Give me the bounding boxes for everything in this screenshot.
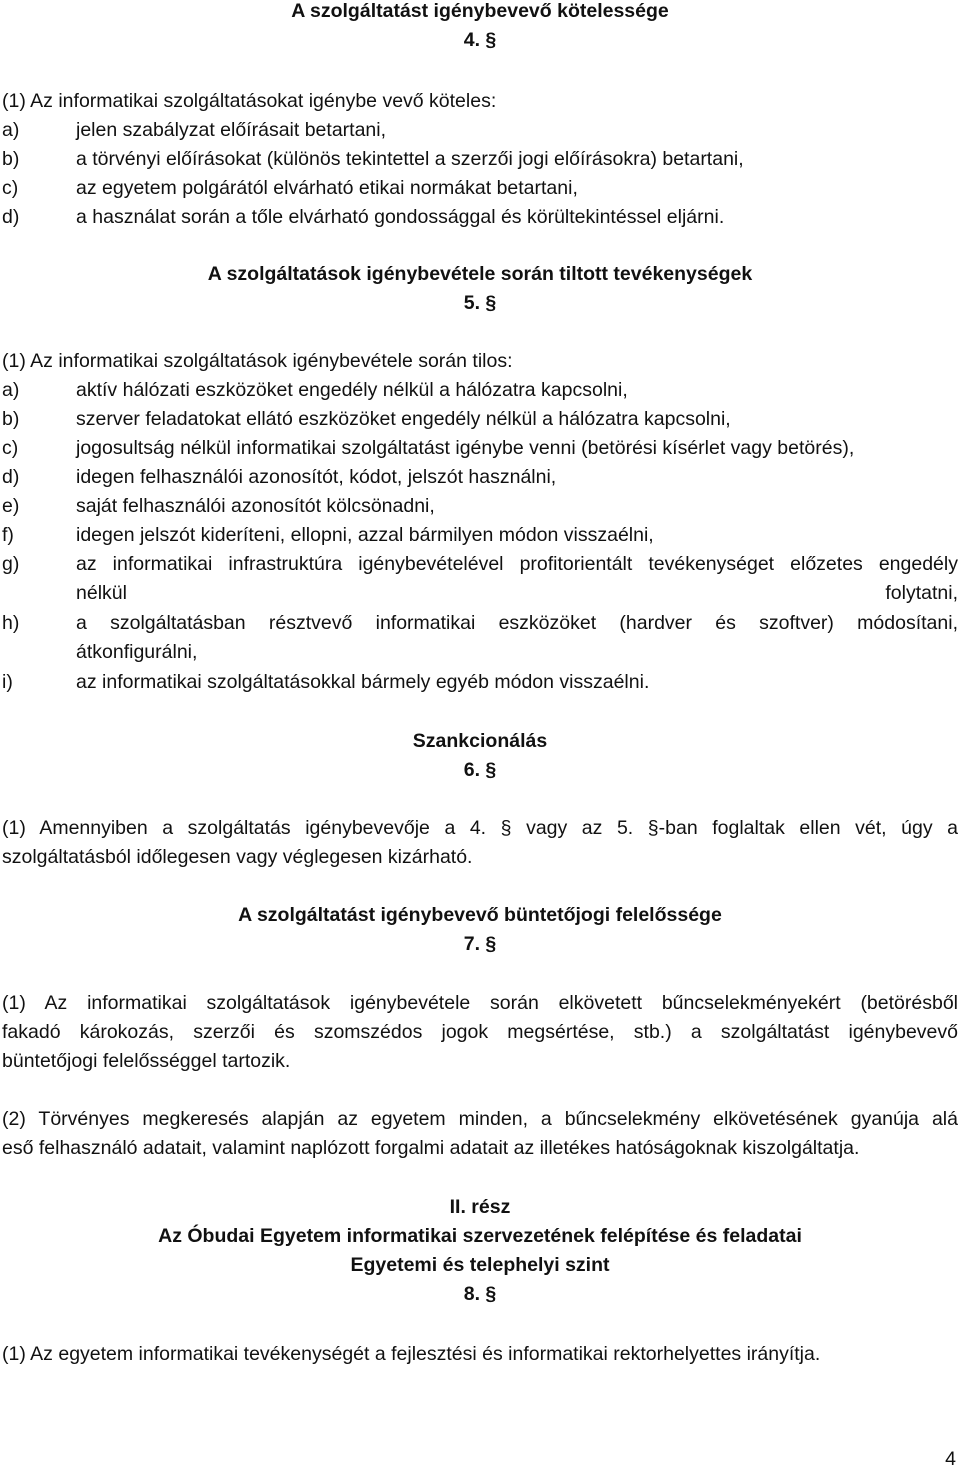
section-6-number: 6. § [463,759,497,781]
list-marker: c) [2,437,19,459]
list-marker: a) [2,379,20,401]
list-text-continuation: átkonfigurálni, [76,641,198,663]
section-4-intro: (1) Az informatikai szolgáltatásokat igénybe vevő köteles: [2,90,497,112]
list-text: az informatikai szolgáltatásokkal bármely egyéb módon visszaélni. [76,671,650,693]
list-item [2,376,958,405]
list-text: szerver feladatokat ellátó eszközöket engedély nélkül a hálózatra kapcsolni, [76,408,731,430]
section-6-paragraph-line: (1) Amennyiben a szolgáltatás igénybevevője a 4. § vagy az 5. §-ban foglaltak ellen vét, úgy a [2,817,958,839]
section-6-paragraph-line: szolgáltatásból időlegesen vagy véglegesen kizárható. [2,846,473,868]
section-4-number: 4. § [463,29,497,51]
section-5-number: 5. § [463,292,497,314]
list-item [2,668,958,697]
part-2-title: Az Óbudai Egyetem informatikai szervezetének felépítése és feladatai [158,1225,802,1247]
page-number: 4 [945,1448,956,1470]
list-item [2,116,958,145]
section-5-intro: (1) Az informatikai szolgáltatások igénybevétele során tilos: [2,350,513,372]
list-text: idegen felhasználói azonosítót, kódot, jelszót használni, [76,466,557,488]
list-marker: a) [2,119,20,141]
section-6-heading: Szankcionálás [412,730,548,752]
section-8-paragraph: (1) Az egyetem informatikai tevékenységét a fejlesztési és informatikai rektorhelyettes irányítja. [2,1343,821,1365]
section-7-number: 7. § [463,933,497,955]
section-4-heading: A szolgáltatást igénybevevő kötelessége [291,0,669,22]
list-text: jelen szabályzat előírásait betartani, [76,119,387,141]
list-marker: g) [2,553,20,575]
list-marker: b) [2,148,20,170]
part-2-label: II. rész [449,1196,511,1218]
list-item [2,174,958,203]
section-7-paragraph-line: (2) Törvényes megkeresés alapján az egyetem minden, a bűncselekmény elkövetésének gyanúja alá [2,1108,958,1130]
list-marker: i) [2,671,13,693]
section-7-paragraph-line: (1) Az informatikai szolgáltatások igénybevétele során elkövetett bűncselekményekért (betörésből [2,992,958,1014]
section-7-paragraph-line: büntetőjogi felelősséggel tartozik. [2,1050,291,1072]
section-7-paragraph-line: eső felhasználó adatait, valamint naplózott forgalmi adatait az illetékes hatóságoknak kiszolgáltatja. [2,1137,860,1159]
list-text-continuation: nélkül folytatni, [76,582,958,604]
section-7-heading: A szolgáltatást igénybevevő büntetőjogi felelőssége [238,904,722,926]
list-marker: f) [2,524,14,546]
list-item [2,405,958,434]
list-text: a használat során a tőle elvárható gondossággal és körültekintéssel eljárni. [76,206,725,228]
list-item [2,463,958,492]
list-item [2,609,958,667]
list-item [2,145,958,174]
section-5-heading: A szolgáltatások igénybevétele során tiltott tevékenységek [207,263,753,285]
part-2-subtitle: Egyetemi és telephelyi szint [350,1254,610,1276]
list-text: a törvényi előírásokat (különös tekintettel a szerzői jogi előírásokra) betartani, [76,148,744,170]
list-item [2,203,958,232]
list-marker: b) [2,408,20,430]
section-7-paragraph-line: fakadó károkozás, szerzői és szomszédos jogok megsértése, stb.) a szolgáltatást igénybevevő [2,1021,958,1043]
list-text: saját felhasználói azonosítót kölcsönadni, [76,495,435,517]
list-item [2,492,958,521]
list-text: idegen jelszót kideríteni, ellopni, azzal bármilyen módon visszaélni, [76,524,654,546]
list-text: jogosultság nélkül informatikai szolgáltatást igénybe venni (betörési kísérlet vagy betörés), [76,437,855,459]
list-marker: d) [2,466,20,488]
list-marker: h) [2,612,20,634]
section-8-number: 8. § [463,1283,497,1305]
list-text: az egyetem polgárától elvárható etikai normákat betartani, [76,177,578,199]
list-marker: d) [2,206,20,228]
list-text: aktív hálózati eszközöket engedély nélkül a hálózatra kapcsolni, [76,379,628,401]
list-marker: e) [2,495,20,517]
list-text: a szolgáltatásban résztvevő informatikai eszközöket (hardver és szoftver) módosítani, [76,612,958,634]
list-text: az informatikai infrastruktúra igénybevételével profitorientált tevékenységet előzetes engedély [76,553,958,575]
list-item [2,521,958,550]
list-item [2,550,958,608]
list-item [2,434,958,463]
list-marker: c) [2,177,19,199]
